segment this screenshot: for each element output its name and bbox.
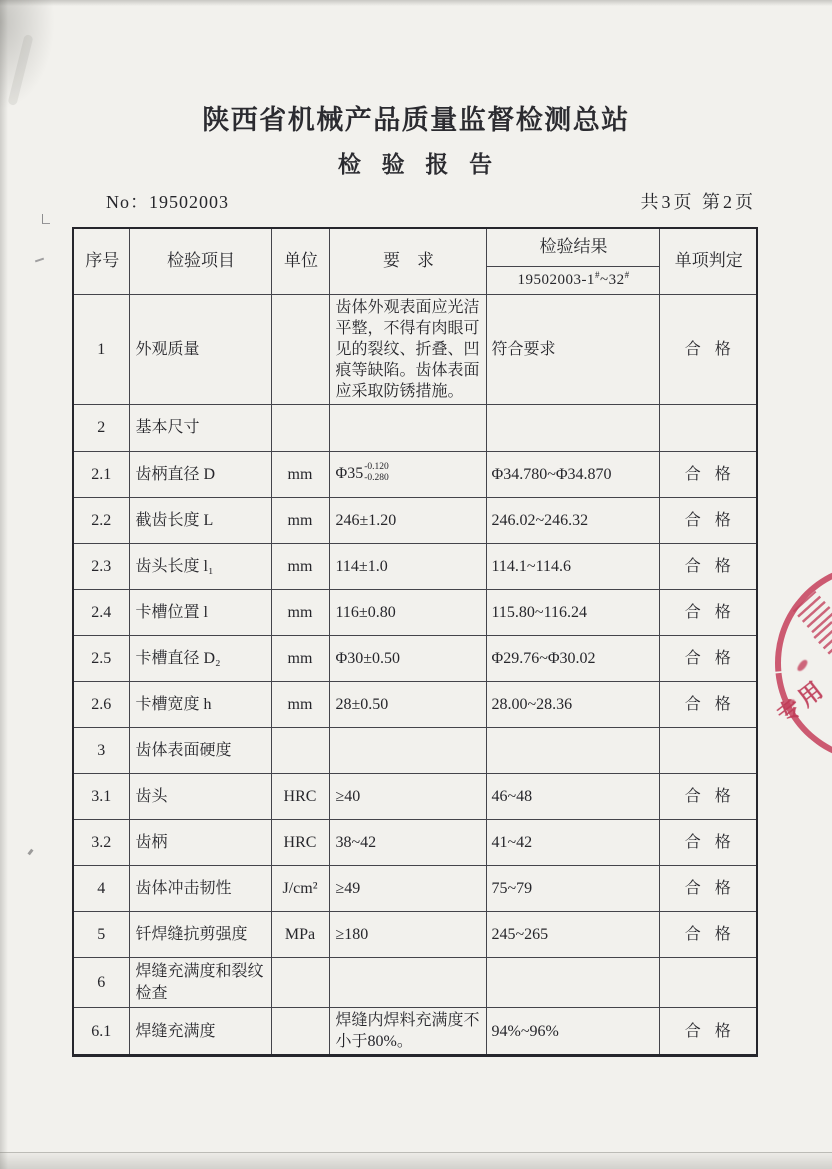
col-header-verdict: 单项判定 <box>659 228 757 294</box>
cell-unit: mm <box>271 452 329 498</box>
cell-item: 齿头长度 l₁ <box>129 544 271 590</box>
cell-req: 齿体外观表面应光洁平整，不得有肉眼可见的裂纹、折叠、凹痕等缺陷。齿体表面应采取防锈措施。 <box>329 294 486 405</box>
table-row <box>73 452 757 498</box>
report-number-label: No： <box>106 192 149 212</box>
table-row <box>73 544 757 590</box>
report-table-body <box>73 294 757 1056</box>
cell-result: 符合要求 <box>486 294 659 405</box>
cell-result: 28.00~28.36 <box>486 682 659 728</box>
cell-no: 3.1 <box>73 774 129 820</box>
cell-result: 94%~96% <box>486 1008 659 1056</box>
cell-item: 齿体冲击韧性 <box>129 866 271 912</box>
cell-unit: mm <box>271 636 329 682</box>
stamp-text: 专用 <box>772 674 831 728</box>
cell-unit: mm <box>271 682 329 728</box>
scan-edge-shadow-bottom <box>0 1152 832 1169</box>
cell-item: 卡槽直径 D₂ <box>129 636 271 682</box>
cell-result: 246.02~246.32 <box>486 498 659 544</box>
cell-item: 齿柄直径 D <box>129 452 271 498</box>
cell-item: 焊缝充满度和裂纹检查 <box>129 958 271 1008</box>
cell-verdict <box>659 958 757 1008</box>
cell-item: 钎焊缝抗剪强度 <box>129 912 271 958</box>
cell-result: 46~48 <box>486 774 659 820</box>
scan-mark <box>42 214 50 224</box>
cell-req: 38~42 <box>329 820 486 866</box>
cell-item: 卡槽位置 l <box>129 590 271 636</box>
cell-result <box>486 405 659 452</box>
report-meta-line <box>0 188 832 214</box>
cell-verdict <box>659 405 757 452</box>
cell-verdict: 合 格 <box>659 498 757 544</box>
cell-result: Φ29.76~Φ30.02 <box>486 636 659 682</box>
cell-verdict: 合 格 <box>659 774 757 820</box>
cell-req: ≥180 <box>329 912 486 958</box>
cell-no: 2.3 <box>73 544 129 590</box>
scan-edge-shadow-top <box>0 0 832 6</box>
cell-no: 6.1 <box>73 1008 129 1056</box>
cell-unit: mm <box>271 498 329 544</box>
stamp-ink-mark <box>796 658 808 673</box>
cell-result: 245~265 <box>486 912 659 958</box>
table-row <box>73 682 757 728</box>
table-row <box>73 774 757 820</box>
cell-req <box>329 452 486 498</box>
cell-item: 齿柄 <box>129 820 271 866</box>
cell-req <box>329 958 486 1008</box>
req-base: Φ35 <box>335 465 364 483</box>
cell-no: 2.6 <box>73 682 129 728</box>
cell-verdict: 合 格 <box>659 452 757 498</box>
scan-mark <box>27 849 33 856</box>
cell-req: 116±0.80 <box>329 590 486 636</box>
table-row <box>73 912 757 958</box>
cell-result: 75~79 <box>486 866 659 912</box>
col-header-unit: 单位 <box>271 228 329 294</box>
cell-verdict: 合 格 <box>659 590 757 636</box>
lot-tilde: ~ <box>599 271 609 288</box>
cell-verdict: 合 格 <box>659 866 757 912</box>
cell-result: 114.1~114.6 <box>486 544 659 590</box>
table-row <box>73 590 757 636</box>
table-row <box>73 405 757 452</box>
cell-verdict: 合 格 <box>659 682 757 728</box>
lot-part-2: 32 <box>608 271 625 288</box>
lot-sup-2: # <box>624 269 630 280</box>
table-row <box>73 958 757 1008</box>
cell-unit: HRC <box>271 774 329 820</box>
cell-unit <box>271 294 329 405</box>
cell-item: 齿体表面硬度 <box>129 728 271 774</box>
table-header-row <box>73 228 757 266</box>
table-row <box>73 728 757 774</box>
cell-result: 41~42 <box>486 820 659 866</box>
cell-no: 5 <box>73 912 129 958</box>
lot-sup-1: # <box>594 269 600 280</box>
cell-req: ≥40 <box>329 774 486 820</box>
cell-req: Φ30±0.50 <box>329 636 486 682</box>
lot-part-1: 19502003-1 <box>517 271 595 288</box>
cell-no: 1 <box>73 294 129 405</box>
page-title: 陕西省机械产品质量监督检测总站 <box>202 105 630 135</box>
cell-req: 114±1.0 <box>329 544 486 590</box>
report-subtitle: 检 验 报 告 <box>337 152 495 177</box>
col-header-req: 要 求 <box>329 228 486 294</box>
cell-verdict: 合 格 <box>659 294 757 405</box>
tolerance-upper: -0.120 <box>364 461 389 472</box>
cell-no: 2.5 <box>73 636 129 682</box>
cell-unit: HRC <box>271 820 329 866</box>
tolerance-lower: -0.280 <box>364 472 389 483</box>
col-header-no: 序号 <box>73 228 129 294</box>
table-row <box>73 820 757 866</box>
inspection-table <box>72 227 758 1057</box>
table-row <box>73 294 757 405</box>
cell-no: 3 <box>73 728 129 774</box>
table-row <box>73 1008 757 1056</box>
pagination: 共3页 第2页 <box>640 192 756 212</box>
cell-item: 齿头 <box>129 774 271 820</box>
cell-unit <box>271 728 329 774</box>
scan-edge-shadow-left <box>0 0 8 1169</box>
cell-unit <box>271 958 329 1008</box>
cell-req: ≥49 <box>329 866 486 912</box>
cell-verdict: 合 格 <box>659 544 757 590</box>
cell-result: 115.80~116.24 <box>486 590 659 636</box>
cell-unit: J/cm² <box>271 866 329 912</box>
cell-verdict: 合 格 <box>659 636 757 682</box>
cell-unit: MPa <box>271 912 329 958</box>
cell-no: 2 <box>73 405 129 452</box>
table-row <box>73 636 757 682</box>
cell-req: 焊缝内焊料充满度不小于80%。 <box>329 1008 486 1056</box>
cell-verdict: 合 格 <box>659 820 757 866</box>
col-header-result: 检验结果 <box>486 228 659 266</box>
cell-verdict <box>659 728 757 774</box>
cell-unit <box>271 1008 329 1056</box>
cell-verdict: 合 格 <box>659 1008 757 1056</box>
table-row <box>73 866 757 912</box>
tolerance-stack <box>364 462 389 484</box>
result-sample-range <box>486 266 659 294</box>
report-number <box>106 188 229 214</box>
cell-no: 3.2 <box>73 820 129 866</box>
cell-no: 2.1 <box>73 452 129 498</box>
cell-req <box>329 728 486 774</box>
cell-item: 截齿长度 L <box>129 498 271 544</box>
cell-result <box>486 958 659 1008</box>
cell-req <box>329 405 486 452</box>
table-row <box>73 498 757 544</box>
cell-req: 246±1.20 <box>329 498 486 544</box>
cell-req: 28±0.50 <box>329 682 486 728</box>
cell-no: 4 <box>73 866 129 912</box>
cell-item: 焊缝充满度 <box>129 1008 271 1056</box>
cell-no: 6 <box>73 958 129 1008</box>
cell-item: 外观质量 <box>129 294 271 405</box>
cell-item: 基本尺寸 <box>129 405 271 452</box>
cell-unit: mm <box>271 544 329 590</box>
cell-result <box>486 728 659 774</box>
cell-result: Φ34.780~Φ34.870 <box>486 452 659 498</box>
cell-verdict: 合 格 <box>659 912 757 958</box>
report-number-value: 19502003 <box>149 192 229 212</box>
cell-unit <box>271 405 329 452</box>
cell-no: 2.4 <box>73 590 129 636</box>
scan-mark <box>35 258 44 263</box>
cell-unit: mm <box>271 590 329 636</box>
cell-no: 2.2 <box>73 498 129 544</box>
cell-item: 卡槽宽度 h <box>129 682 271 728</box>
col-header-item: 检验项目 <box>129 228 271 294</box>
